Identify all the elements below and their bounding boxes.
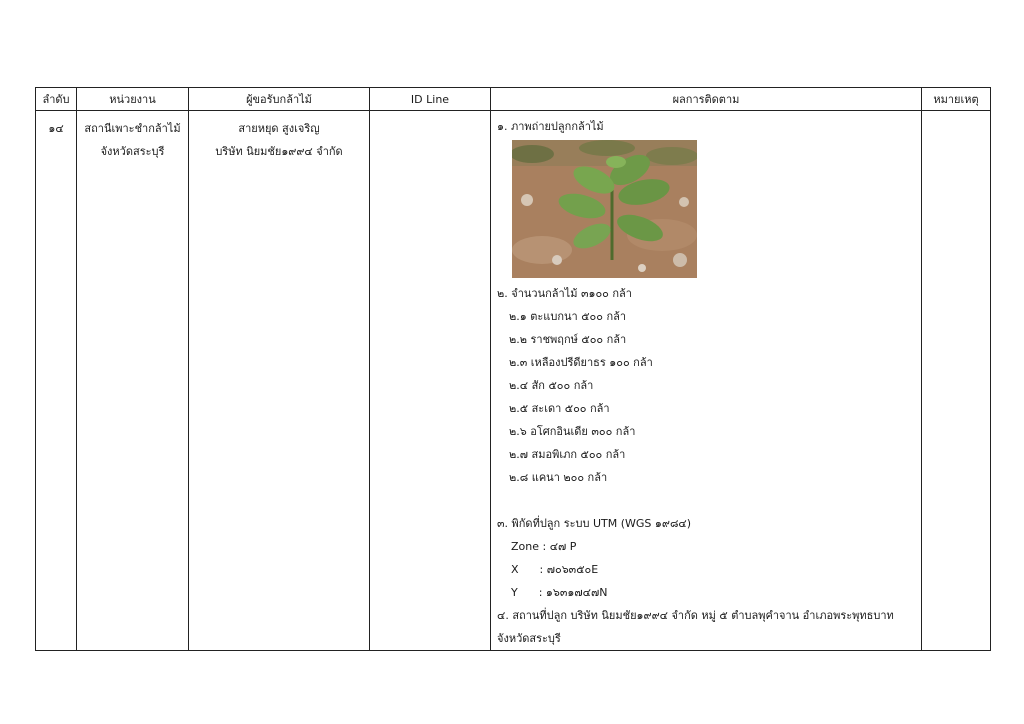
agency-province: จังหวัดสระบุรี bbox=[100, 145, 165, 158]
seedling-illustration bbox=[512, 140, 697, 278]
planting-location: ๔. สถานที่ปลูก บริษัท นิยมชัย๑๙๙๔ จำกัด หมู่ ๕ ตำบลพุคำจาน อำเภอพระพุทธบาท จังหวัดสระบุรี bbox=[497, 609, 894, 645]
species-item: ๒.๑ ตะแบกนา ๕๐๐ กล้า bbox=[509, 310, 627, 323]
agency-name: สถานีเพาะชำกล้าไม้ bbox=[84, 122, 181, 135]
recipient-name: สายหยุด สูงเจริญ bbox=[238, 122, 320, 135]
cell-remark bbox=[922, 111, 991, 651]
species-item: ๒.๓ เหลืองปรีดียาธร ๑๐๐ กล้า bbox=[509, 356, 653, 369]
count-heading: ๒. จำนวนกล้าไม้ ๓๑๐๐ กล้า bbox=[497, 287, 632, 300]
species-item: ๒.๗ สมอพิเภก ๕๐๐ กล้า bbox=[509, 448, 626, 461]
header-recipient: ผู้ขอรับกล้าไม้ bbox=[189, 88, 370, 111]
cell-agency bbox=[77, 111, 189, 651]
follow-up-table bbox=[35, 87, 991, 651]
header-remark: หมายเหตุ bbox=[922, 88, 991, 111]
cell-no bbox=[36, 111, 77, 651]
spacer bbox=[497, 489, 921, 512]
utm-y: Y : ๑๖๓๑๗๔๗N bbox=[511, 586, 608, 599]
utm-x: X : ๗๐๖๓๕๐E bbox=[511, 563, 599, 576]
species-item: ๒.๒ ราชพฤกษ์ ๕๐๐ กล้า bbox=[509, 333, 627, 346]
photo-heading: ๑. ภาพถ่ายปลูกกล้าไม้ bbox=[497, 120, 604, 133]
header-row bbox=[36, 88, 991, 111]
cell-recipient bbox=[189, 111, 370, 651]
cell-id-line bbox=[370, 111, 491, 651]
species-item: ๒.๘ แคนา ๒๐๐ กล้า bbox=[509, 471, 608, 484]
header-no: ลำดับ bbox=[36, 88, 77, 111]
species-item: ๒.๕ สะเดา ๕๐๐ กล้า bbox=[509, 402, 610, 415]
species-item: ๒.๖ อโศกอินเดีย ๓๐๐ กล้า bbox=[509, 425, 636, 438]
recipient-company: บริษัท นิยมชัย๑๙๙๔ จำกัด bbox=[215, 145, 343, 158]
header-id-line: ID Line bbox=[370, 88, 491, 111]
seedling-photo bbox=[512, 140, 697, 278]
header-agency: หน่วยงาน bbox=[77, 88, 189, 111]
coordinate-heading: ๓. พิกัดที่ปลูก ระบบ UTM (WGS ๑๙๘๔) bbox=[497, 517, 692, 530]
utm-zone: Zone : ๔๗ P bbox=[511, 540, 577, 553]
header-result: ผลการติดตาม bbox=[491, 88, 922, 111]
row-number: ๑๔ bbox=[48, 122, 64, 135]
cell-result bbox=[491, 111, 922, 651]
table-row bbox=[36, 111, 991, 651]
species-item: ๒.๔ สัก ๕๐๐ กล้า bbox=[509, 379, 594, 392]
